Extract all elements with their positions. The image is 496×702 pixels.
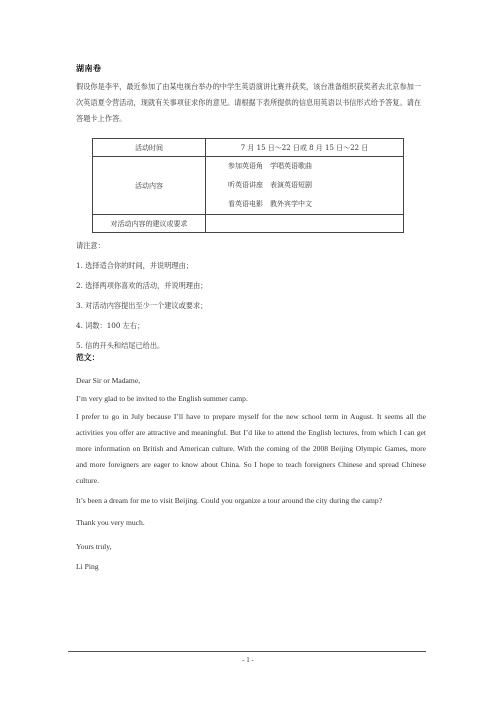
activity-item: 听英语讲座 表演英语短剧 (228, 181, 312, 189)
letter-paragraph: It’s been a dream for me to visit Beijing. Could you organize a tour around the city during the camp? (76, 496, 383, 505)
footer-divider (68, 651, 426, 652)
table-row (93, 157, 404, 215)
notes-list (76, 236, 207, 356)
notes-heading: 请注意： (76, 241, 105, 250)
section-title: 湖南卷 (76, 63, 102, 73)
time-label-cell: 活动时间 (93, 139, 206, 157)
letter-signature: Li Ping (76, 562, 99, 571)
activity-table (92, 138, 404, 233)
activity-item: 看英语电影 教外宾学中文 (228, 200, 312, 208)
note-item: 3. 对活动内容提出至少一个建议或要求； (76, 301, 208, 310)
content-label-cell: 活动内容 (93, 157, 206, 215)
letter-salutation: Dear Sir or Madame, (76, 376, 141, 385)
table-row (93, 139, 404, 157)
letter-paragraph: I prefer to go in July because I’ll have to prepare myself for the new school term in August. It seems all the activities you offer are attractive and meaningful. But I’d like to attend the English lectures, from which I can get more information on British and American culture. With the coming of the 2008 Beijing Olympic Games, more and more foreigners are eager to know about China. So I hope to teach foreigners Chinese and spread Chinese culture. (76, 412, 426, 485)
sample-heading: 范文： (76, 353, 100, 362)
sample-letter (76, 371, 426, 577)
note-item: 2. 选择两项你喜欢的活动，并说明理由； (76, 281, 208, 290)
note-item: 4. 词数：100 左右； (76, 321, 145, 330)
letter-paragraph: Thank you very much. (76, 518, 145, 527)
letter-paragraph: I’m very glad to be invited to the English summer camp. (76, 394, 248, 403)
time-value-cell: 7 月 15 日～22 日或 8 月 15 日～22 日 (206, 139, 404, 157)
page-number: - 1 - (242, 656, 254, 664)
requirements-label-cell: 对活动内容的建议或要求 (93, 215, 206, 233)
activities-cell (206, 157, 404, 215)
note-item: 5. 信的开头和结尾已给出。 (76, 341, 165, 350)
task-intro: 假设你是李平，最近参加了由某电视台举办的中学生英语演讲比赛并获奖，该台准备组织获奖者去北京参加一次英语夏令营活动，现就有关事项征求你的意见。请根据下表所提供的信息用英语以书信形式给予答复。请在答题卡上作答。 (76, 82, 422, 123)
letter-closing: Yours truly, (76, 542, 112, 551)
requirements-value-cell (206, 215, 404, 233)
note-item: 1. 选择适合你的时间，并说明理由； (76, 261, 193, 270)
activity-item: 参加英语角 学唱英语歌曲 (228, 162, 312, 170)
table-row (93, 215, 404, 233)
